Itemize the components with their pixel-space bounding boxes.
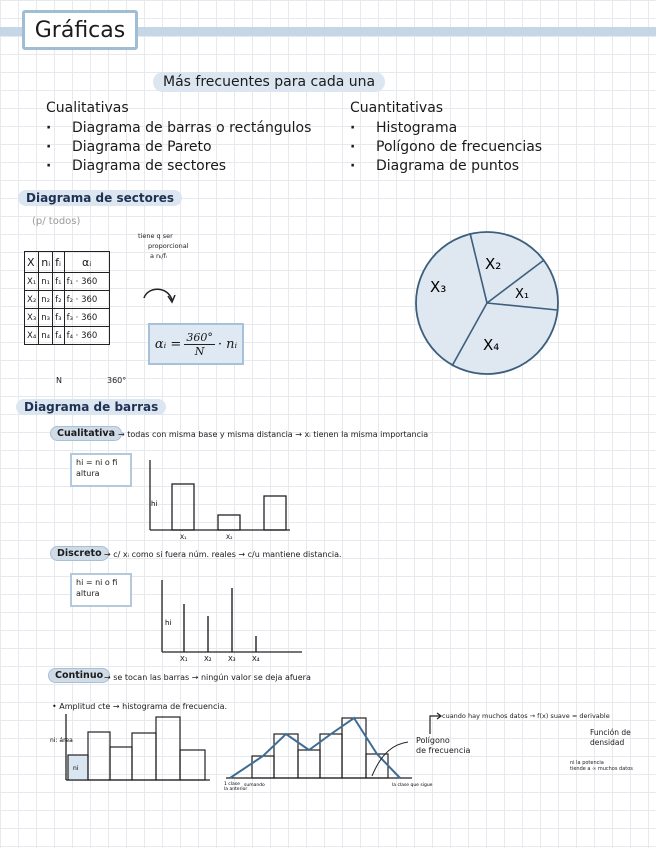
density-note-2: tiende a ∞ muchos datos <box>570 766 633 772</box>
quantitative-list <box>350 119 600 176</box>
bar <box>264 496 286 530</box>
start-note: sumando <box>244 783 265 788</box>
table-cell: n₂ <box>39 291 53 309</box>
bar-label: ni <box>73 765 79 772</box>
subtitle: Más frecuentes para cada una <box>153 72 385 92</box>
table-header-cell: fᵢ <box>53 252 64 273</box>
bar <box>88 732 110 780</box>
histogram-chart <box>50 710 215 785</box>
y-axis-label: hi <box>165 619 172 627</box>
table-cell: X₁ <box>25 273 39 291</box>
qualitative-tag: Cualitativa <box>50 426 122 441</box>
formula-rhs: · nᵢ <box>217 336 238 352</box>
total-n: N <box>56 376 62 385</box>
height-box-line: altura <box>76 469 100 478</box>
area-label: ni: área <box>50 737 73 744</box>
bar <box>252 756 274 778</box>
bar <box>132 733 156 780</box>
table-row <box>25 327 110 345</box>
y-axis-label: hi <box>151 500 158 508</box>
qualitative-bar-chart <box>140 458 300 542</box>
pie-label: X₄ <box>483 336 500 354</box>
list-item: · Diagrama de puntos <box>350 157 600 176</box>
x-tick-label: X₂ <box>226 534 233 541</box>
histogram-bullet: • Amplitud cte → histograma de frecuencia. <box>52 702 228 711</box>
bar <box>342 718 366 778</box>
table-row <box>25 291 110 309</box>
curved-arrow-icon <box>140 284 180 314</box>
discrete-bar-chart <box>152 578 312 666</box>
polygon-label-1: Polígono <box>416 736 450 745</box>
proportional-note-1: tiene q ser <box>138 232 173 240</box>
table-cell: f₃ · 360 <box>64 309 109 327</box>
table-header-cell: X <box>25 252 39 273</box>
table-row <box>25 309 110 327</box>
table-cell: f₂ <box>53 291 64 309</box>
height-box-line: hi = ni o fi <box>76 578 118 587</box>
table-cell: X₂ <box>25 291 39 309</box>
bar <box>298 750 320 778</box>
table-cell: X₃ <box>25 309 39 327</box>
table-cell: n₁ <box>39 273 53 291</box>
page-title: Gráficas <box>22 10 138 50</box>
qualitative-text: → todas con misma base y misma distancia → xᵢ tienen la misma importancia <box>118 430 429 439</box>
table-header-row <box>25 252 110 273</box>
discrete-text: → c/ xᵢ como si fuera núm. reales → c/u mantiene distancia. <box>104 550 342 559</box>
proportional-note-3: a nᵢ/fᵢ <box>150 252 167 260</box>
table-header-cell: nᵢ <box>39 252 53 273</box>
list-item: · Diagrama de barras o rectángulos <box>46 119 336 138</box>
continuous-text: → se tocan las barras → ningún valor se deja afuera <box>104 673 311 682</box>
table-cell: f₁ <box>53 273 64 291</box>
frequency-table <box>24 251 110 345</box>
x-tick-label: X₃ <box>228 655 236 663</box>
bar <box>218 515 240 530</box>
table-cell: f₃ <box>53 309 64 327</box>
sectors-title: Diagrama de sectores <box>18 190 182 206</box>
bars-title: Diagrama de barras <box>16 399 166 415</box>
bar <box>172 484 194 530</box>
density-label-1: Función de <box>590 728 631 737</box>
pie-chart <box>408 226 568 386</box>
list-item: · Histograma <box>350 119 600 138</box>
quantitative-heading: Cuantitativas <box>350 100 444 116</box>
bar <box>156 717 180 780</box>
proportional-note-2: proporcional <box>148 242 189 250</box>
height-box-line: hi = ni o fi <box>76 458 118 467</box>
table-cell: f₄ <box>53 327 64 345</box>
density-label-2: densidad <box>590 738 625 747</box>
start-note: la anterior <box>224 787 248 792</box>
pie-label: X₂ <box>485 255 502 273</box>
table-cell: f₁ · 360 <box>64 273 109 291</box>
table-header-cell: αᵢ <box>64 252 109 273</box>
continuous-tag: Continuo <box>48 668 110 683</box>
table-row <box>25 273 110 291</box>
qualitative-list <box>46 119 336 176</box>
table-cell: f₄ · 360 <box>64 327 109 345</box>
height-box <box>70 453 132 487</box>
table-cell: n₄ <box>39 327 53 345</box>
formula-denominator: N <box>194 344 205 358</box>
height-box-line: altura <box>76 589 100 598</box>
formula-lhs: αᵢ = <box>154 336 182 352</box>
end-note: la clase que sigue <box>392 783 433 788</box>
pie-label: X₃ <box>430 278 447 296</box>
list-item: · Polígono de frecuencias <box>350 138 600 157</box>
start-note: 1 clase <box>224 782 240 787</box>
x-tick-label: X₁ <box>180 534 187 541</box>
x-tick-label: X₄ <box>252 655 260 663</box>
formula-numerator: 360° <box>186 330 213 344</box>
angle-formula <box>148 323 244 365</box>
bar <box>110 747 132 780</box>
bar <box>180 750 205 780</box>
table-cell: n₃ <box>39 309 53 327</box>
discrete-tag: Discreto <box>50 546 109 561</box>
x-tick-label: X₁ <box>180 655 188 663</box>
formula-fraction <box>184 331 215 358</box>
polygon-note: cuando hay muchos datos → f(x) suave = derivable <box>442 712 610 720</box>
x-tick-label: X₂ <box>204 655 212 663</box>
qualitative-heading: Cualitativas <box>46 100 129 116</box>
list-item: · Diagrama de Pareto <box>46 138 336 157</box>
table-cell: f₂ · 360 <box>64 291 109 309</box>
table-cell: X₄ <box>25 327 39 345</box>
list-item: · Diagrama de sectores <box>46 157 336 176</box>
density-curve <box>372 742 408 776</box>
sectors-note: (p/ todos) <box>32 216 81 227</box>
pie-label: X₁ <box>515 287 530 302</box>
height-box <box>70 573 132 607</box>
total-degrees: 360° <box>107 376 127 385</box>
density-note-1: ni la potencia <box>570 760 604 766</box>
frequency-polygon-line <box>230 718 400 778</box>
polygon-label-2: de frecuencia <box>416 746 471 755</box>
